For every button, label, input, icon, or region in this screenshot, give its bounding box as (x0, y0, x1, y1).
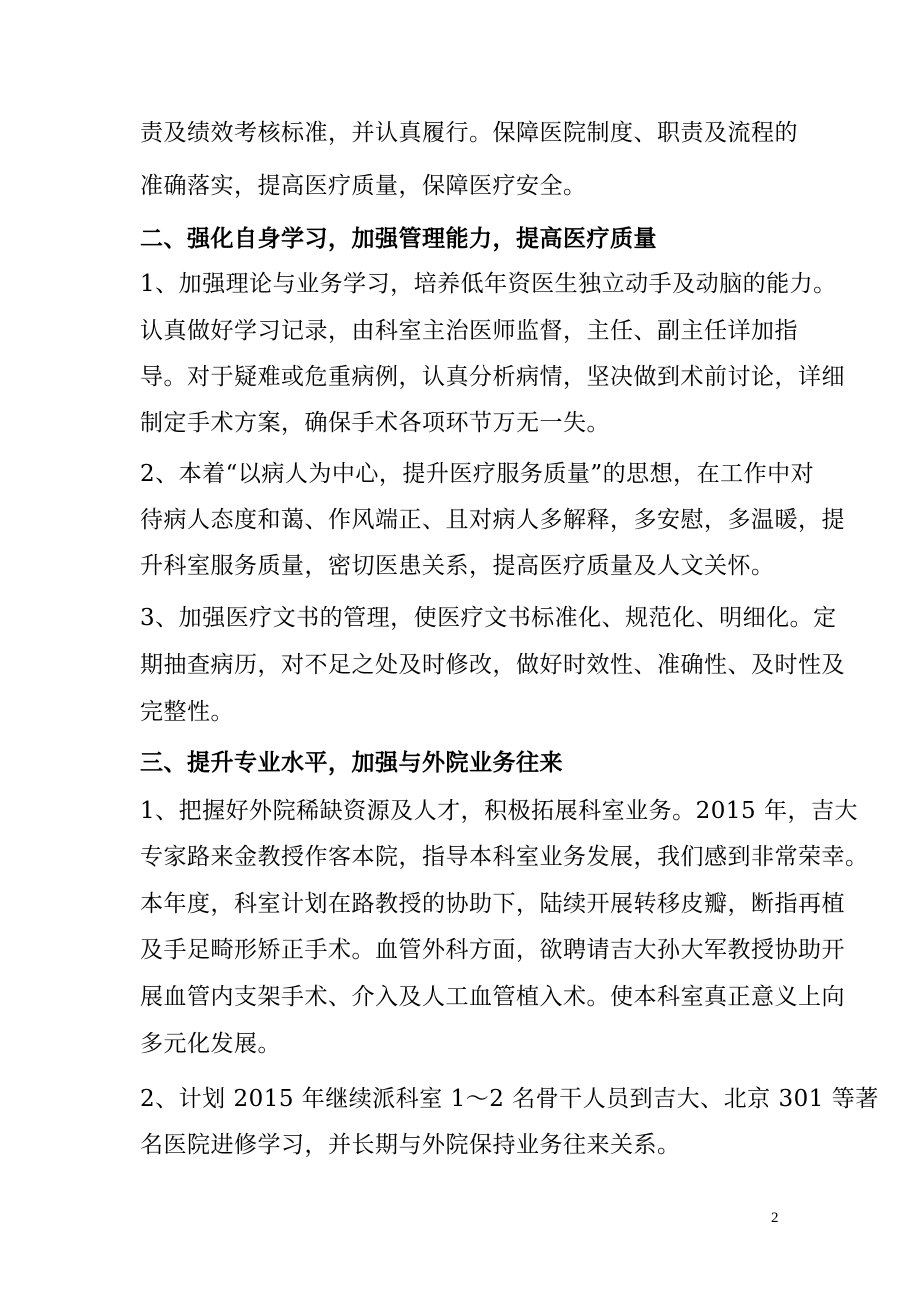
text-line: 展血管内支架手术、介入及人工血管植入术。使本科室真正意义上向 (140, 984, 845, 1010)
text-line: 3、加强医疗文书的管理，使医疗文书标准化、规范化、明细化。定 (140, 605, 837, 631)
text-line: 认真做好学习记录，由科室主治医师监督，主任、副主任详加指 (140, 318, 798, 344)
text-line: 多元化发展。 (140, 1031, 281, 1057)
text-line: 准确落实，提高医疗质量，保障医疗安全。 (140, 173, 587, 199)
heading-line: 二、强化自身学习，加强管理能力，提高医疗质量 (140, 225, 657, 252)
text-line: 2、本着“以病人为中心，提升医疗服务质量”的思想，在工作中对 (140, 461, 815, 487)
text-line: 完整性。 (140, 699, 234, 725)
heading-line: 三、提升专业水平，加强与外院业务往来 (140, 749, 563, 776)
page-number: 2 (771, 1210, 779, 1226)
text-line: 及手足畸形矫正手术。血管外科方面，欲聘请吉大孙大军教授协助开 (140, 937, 845, 963)
text-line: 1、把握好外院稀缺资源及人才，积极拓展科室业务。2015 年，吉大 (140, 798, 858, 824)
text-line: 待病人态度和蔼、作风端正、且对病人多解释，多安慰，多温暖，提 (140, 507, 845, 533)
text-line: 1、加强理论与业务学习，培养低年资医生独立动手及动脑的能力。 (140, 271, 837, 297)
text-line: 制定手术方案，确保手术各项环节万无一失。 (140, 410, 610, 436)
text-line: 专家路来金教授作客本院，指导本科室业务发展，我们感到非常荣幸。 (140, 844, 869, 870)
text-line: 升科室服务质量，密切医患关系，提高医疗质量及人文关怀。 (140, 553, 775, 579)
text-line: 责及绩效考核标准，并认真履行。保障医院制度、职责及流程的 (140, 120, 798, 146)
text-line: 导。对于疑难或危重病例，认真分析病情，坚决做到术前讨论，详细 (140, 364, 845, 390)
text-line: 2、计划 2015 年继续派科室 1～2 名骨干人员到吉大、北京 301 等著 (140, 1086, 879, 1112)
text-line: 本年度，科室计划在路教授的协助下，陆续开展转移皮瓣，断指再植 (140, 891, 845, 917)
text-line: 名医院进修学习，并长期与外院保持业务往来关系。 (140, 1132, 681, 1158)
text-line: 期抽查病历，对不足之处及时修改，做好时效性、准确性、及时性及 (140, 652, 845, 678)
